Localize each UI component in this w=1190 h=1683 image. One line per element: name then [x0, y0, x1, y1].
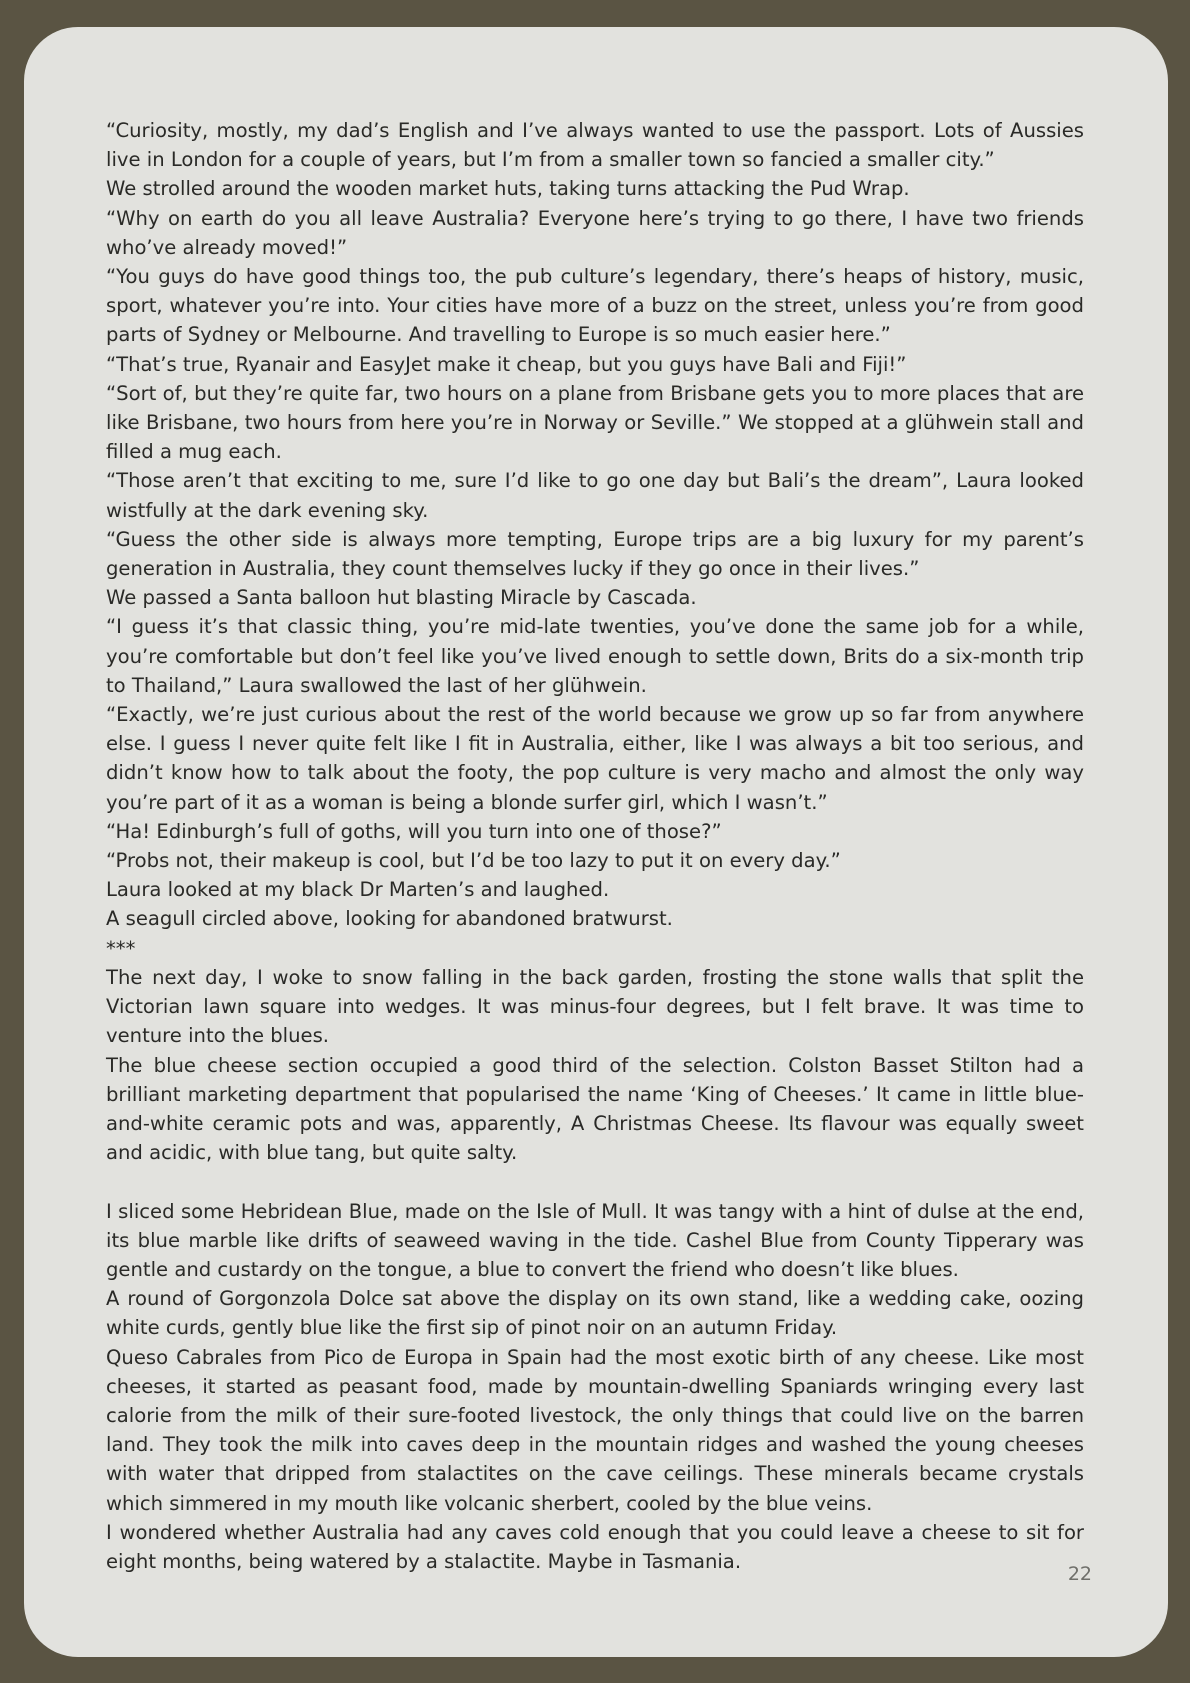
paragraph: We strolled around the wooden market huts, taking turns attacking the Pud Wrap. [106, 177, 910, 201]
paragraph: “Probs not, their makeup is cool, but I’d be too lazy to put it on every day.” [106, 849, 841, 873]
paragraph: Laura looked at my black Dr Marten’s and laughed. [106, 878, 610, 902]
page-sheet [24, 27, 1168, 1657]
page-number: 22 [1067, 1563, 1092, 1585]
paragraph: “Sort of, but they’re quite far, two hours on a plane from Brisbane gets you to more places that are like Brisbane, two hours from here you’re in Norway or Seville.” We stopped at a glühwein stall and filled a mug each. [106, 381, 1084, 464]
paragraph: We passed a Santa balloon hut blasting Miracle by Cascada. [106, 586, 697, 610]
paragraph: “You guys do have good things too, the pub culture’s legendary, there’s heaps of history, music, sport, whatever you’re into. Your cities have more of a buzz on the street, unless you’re from good parts of Sydney or Melbourne. And travelling to Europe is so much easier here.” [106, 265, 1084, 347]
body-text [106, 116, 1084, 1576]
paragraph: “Exactly, we’re just curious about the rest of the world because we grow up so far from anywhere else. I guess I never quite felt like I fit in Australia, either, like I was always a bit too serious, and didn’t know how to talk about the footy, the pop culture is very macho and almost the only way you’re part of it as a woman is being a blonde surfer girl, which I wasn’t.” [106, 703, 1084, 814]
paragraph: “Curiosity, mostly, my dad’s English and I’ve always wanted to use the passport. Lots of Aussies live in London for a couple of years, but I’m from a smaller town so fancied a smaller city.” [106, 119, 1084, 172]
paragraph: A seagull circled above, looking for abandoned bratwurst. [106, 907, 673, 931]
paragraph: Queso Cabrales from Pico de Europa in Spain had the most exotic birth of any cheese. Like most cheeses, it started as peasant food, made by mountain-dwelling Spaniards wringing every last calorie from the milk of their sure-footed livestock, the only things that could live on the barren land. They took the milk into caves deep in the mountain ridges and washed the young cheeses with water that dripped from stalactites on the cave ceilings. These minerals became crystals which simmered in my mouth like volcanic sherbert, cooled by the blue veins. [106, 1345, 1084, 1515]
paragraph: “Those aren’t that exciting to me, sure I’d like to go one day but Bali’s the dream”, Laura looked wistfully at the dark evening sky. [106, 469, 1084, 522]
paragraph: I wondered whether Australia had any caves cold enough that you could leave a cheese to sit for eight months, being watered by a stalactite. Maybe in Tasmania. [106, 1520, 1084, 1573]
paragraph: “Why on earth do you all leave Australia? Everyone here’s trying to go there, I have two friends who’ve already moved!” [106, 206, 1084, 259]
paragraph: I sliced some Hebridean Blue, made on the Isle of Mull. It was tangy with a hint of dulse at the end, its blue marble like drifts of seaweed waving in the tide. Cashel Blue from County Tipperary was gentle and custardy on the tongue, a blue to convert the friend who doesn’t like blues. [106, 1199, 1084, 1281]
paragraph: A round of Gorgonzola Dolce sat above the display on its own stand, like a wedding cake, oozing white curds, gently blue like the first sip of pinot noir on an autumn Friday. [106, 1287, 1084, 1340]
paragraph: The blue cheese section occupied a good third of the selection. Colston Basset Stilton had a brilliant marketing department that popularised the name ‘King of Cheeses.’ It came in little blue-and-white ceramic pots and was, apparently, A Christmas Cheese. Its flavour was equally sweet and acidic, with blue tang, but quite salty. [106, 1053, 1084, 1165]
paragraph: “Ha! Edinburgh’s full of goths, will you turn into one of those?” [106, 819, 722, 843]
paragraph: “Guess the other side is always more tempting, Europe trips are a big luxury for my parent’s generation in Australia, they count themselves lucky if they go once in their lives.” [106, 527, 1084, 581]
paragraph: The next day, I woke to snow falling in the back garden, frosting the stone walls that split the Victorian lawn square into wedges. It was minus-four degrees, but I felt brave. It was time to venture into the blues. [106, 965, 1084, 1048]
paragraph: “I guess it’s that classic thing, you’re mid-late twenties, you’ve done the same job for a while, you’re comfortable but don’t feel like you’ve lived enough to settle down, Brits do a six-month trip to Thailand,” Laura swallowed the last of her glühwein. [106, 615, 1084, 697]
paragraph: “That’s true, Ryanair and EasyJet make it cheap, but you guys have Bali and Fiji!” [106, 352, 907, 376]
scene-break: *** [106, 936, 136, 960]
